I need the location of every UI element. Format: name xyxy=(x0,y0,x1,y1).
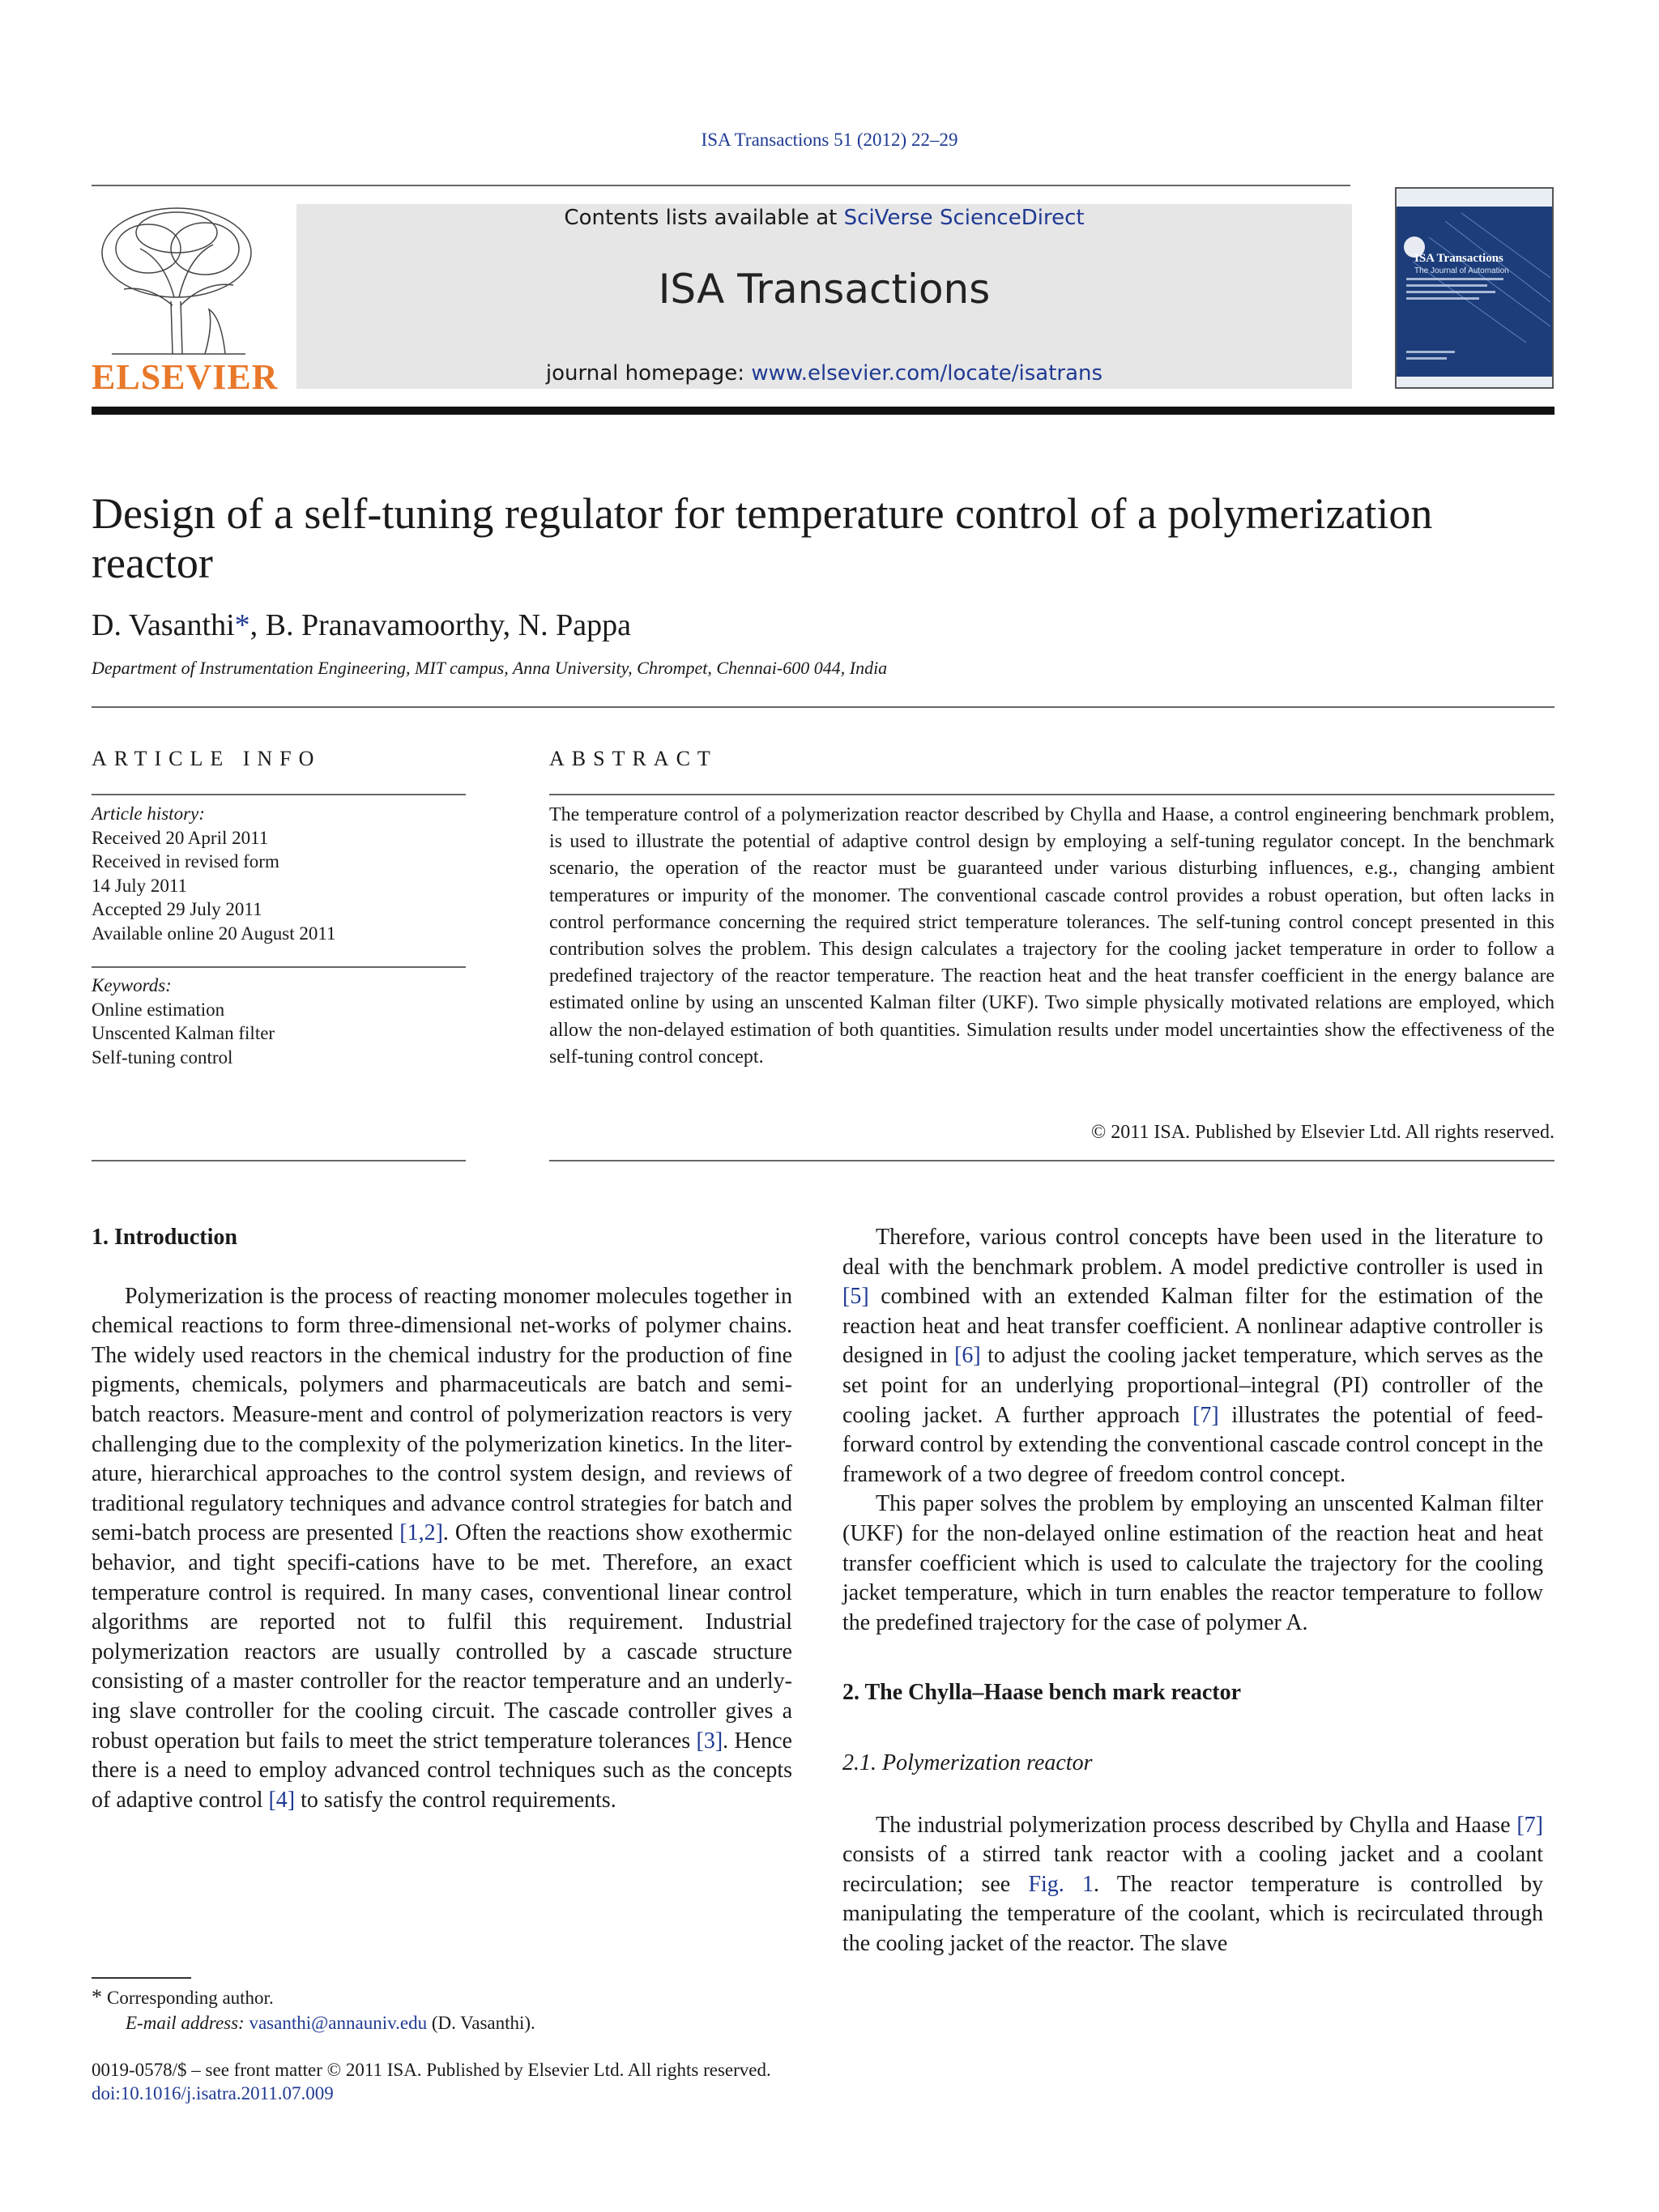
corresponding-author-note: Corresponding author. xyxy=(107,1988,274,2008)
citation-link[interactable]: [7] xyxy=(1192,1402,1219,1428)
homepage-prefix: journal homepage: xyxy=(545,361,752,386)
homepage-line xyxy=(296,361,1352,386)
author-name: B. Pranavamoorthy xyxy=(265,608,503,642)
footnote-rule xyxy=(92,1977,191,1979)
keywords-label: Keywords: xyxy=(92,975,172,995)
journal-title: ISA Transactions xyxy=(658,266,991,313)
email-link[interactable]: vasanthi@annauniv.edu xyxy=(249,2013,428,2033)
citation-link[interactable]: [6] xyxy=(954,1343,981,1369)
citation-link[interactable]: [3] xyxy=(696,1728,723,1754)
article-info-rule xyxy=(92,794,466,795)
header-rule xyxy=(92,185,1350,186)
history-item: Received 20 April 2011 xyxy=(92,827,269,848)
cover-title: ISA Transactions xyxy=(1414,252,1503,265)
history-item: 14 July 2011 xyxy=(92,875,187,896)
corresponding-author-mark[interactable]: * xyxy=(234,608,250,642)
author-affiliation: Department of Instrumentation Engineering, MIT campus, Anna University, Chrompet, Chennai-600 044, India xyxy=(92,658,888,678)
page-footer xyxy=(92,2058,771,2105)
paper-title: Design of a self-tuning regulator for temperature control of a polymerization reactor xyxy=(92,489,1433,587)
citation-link[interactable]: [5] xyxy=(842,1284,869,1310)
article-info-heading: ARTICLE INFO xyxy=(92,747,322,770)
footnote-star: * xyxy=(92,1985,102,2009)
article-history xyxy=(92,802,466,945)
journal-cover-image xyxy=(1395,187,1554,389)
contents-prefix: Contents lists available at xyxy=(564,206,844,230)
cover-subtitle: The Journal of Automation xyxy=(1414,266,1509,275)
journal-reference[interactable]: ISA Transactions 51 (2012) 22–29 xyxy=(701,130,958,150)
abstract-rule xyxy=(549,794,1555,795)
history-item: Available online 20 August 2011 xyxy=(92,923,336,944)
citation-link[interactable]: [1,2] xyxy=(399,1520,443,1546)
body-paragraph: The industrial polymerization process described by Chylla and Haase [7] consists of a stirred tank reactor with a cooling jacket and a coolant recirculation; see Fig. 1. The reactor temperature is controlled by manipulating the temperature of the coolant, which is recirculated through the cooling jacket of the reactor. The slave xyxy=(842,1812,1543,1956)
keywords xyxy=(92,974,466,1069)
doi-link[interactable]: doi:10.1016/j.isatra.2011.07.009 xyxy=(92,2083,334,2103)
footnote xyxy=(92,1984,535,2035)
body-paragraph: Therefore, various control concepts have been used in the literature to deal with the benchmark problem. A model predictive controller is used in [5] combined with an extended Kalman filter for the estimation of the reaction heat and heat transfer coefficient. A nonlinear adaptive controller is designed in [6] to adjust the cooling jacket temperature, which serves as the set point for an underlying proportional–integral (PI) controller of the cooling jacket. A further approach [7] illustrates the potential of feed-forward control by extending the conventional cascade control concept in the framework of a two degree of freedom control concept. xyxy=(842,1225,1544,1487)
body-paragraph: Polymerization is the process of reacting monomer molecules together in chemical reactions to form three-dimensional net-works of polymer chains. The widely used reactors in the chemical industry for the production of fine pigments, chemicals, polymers and pharmaceuticals are batch and semi-batch reactors. Measure-ment and control of polymerization reactors is very challenging due to the complexity of the polymerization kinetics. In the liter-ature, hierarchical approaches to the control system design, and reviews of traditional regulatory techniques and advance control strategies for batch and semi-batch process are presented [1,2]. Often the reactions show exothermic behavior, and tight specifi-cations have to be met. Therefore, an exact temperature control is required. In many cases, conventional linear control algorithms are reported not to fulfil this requirement. Industrial polymerization reactors are usually controlled by a cascade structure consisting of a master controller for the reactor temperature and an underly-ing slave controller for the cooling circuit. The cascade controller gives a robust operation but fails to meet the strict temperature tolerances [3]. Hence there is a need to employ advanced control techniques such as the concepts of adaptive control [4] to satisfy the control requirements. xyxy=(92,1283,792,1813)
sciencedirect-link[interactable]: SciVerse ScienceDirect xyxy=(843,206,1085,230)
abstract-copyright: © 2011 ISA. Published by Elsevier Ltd. All rights reserved. xyxy=(1091,1122,1555,1143)
history-item: Accepted 29 July 2011 xyxy=(92,899,262,919)
email-owner: (D. Vasanthi). xyxy=(427,2013,535,2033)
title-rule xyxy=(92,706,1555,708)
abstract-heading: ABSTRACT xyxy=(549,747,718,770)
keyword-item: Online estimation xyxy=(92,999,225,1020)
keyword-item: Self-tuning control xyxy=(92,1046,233,1068)
body-left-column xyxy=(92,1223,792,1815)
citation-link[interactable]: [4] xyxy=(268,1787,296,1813)
subsection-heading: 2.1. Polymerization reactor xyxy=(842,1750,1093,1775)
history-item: Received in revised form xyxy=(92,851,279,872)
section-heading: 1. Introduction xyxy=(92,1225,237,1250)
email-label: E-mail address: xyxy=(126,2013,249,2033)
author-list: D. Vasanthi*, B. Pranavamoorthy, N. Pappa xyxy=(92,608,631,642)
section-heading: 2. The Chylla–Haase bench mark reactor xyxy=(842,1680,1242,1706)
history-label: Article history: xyxy=(92,803,205,824)
citation-link[interactable]: [7] xyxy=(1516,1812,1543,1838)
homepage-link[interactable]: www.elsevier.com/locate/isatrans xyxy=(751,361,1103,386)
author-name: D. Vasanthi xyxy=(92,608,235,642)
contents-line xyxy=(296,206,1352,230)
abstract-bottom-rule xyxy=(549,1160,1555,1161)
body-paragraph: This paper solves the problem by employing an unscented Kalman filter (UKF) for the non-delayed online estimation of the reaction heat and heat transfer coefficient which is used to calculate the trajectory for the cooling jacket temperature, which in turn enables the reactor temperature to follow the predefined trajectory for the case of polymer A. xyxy=(842,1491,1543,1635)
author-name: N. Pappa xyxy=(518,608,631,642)
keywords-rule xyxy=(92,966,466,968)
header-thick-rule xyxy=(92,407,1555,415)
figure-link[interactable]: Fig. 1 xyxy=(1028,1871,1094,1897)
issn-line: 0019-0578/$ – see front matter © 2011 ISA. Published by Elsevier Ltd. All rights reserved. xyxy=(92,2060,771,2080)
keyword-item: Unscented Kalman filter xyxy=(92,1023,275,1043)
body-right-column xyxy=(842,1223,1543,1958)
abstract-text: The temperature control of a polymerization reactor described by Chylla and Haase, a control engineering benchmark problem, is used to illustrate the potential of adaptive control design by employing a self-tuning regulator concept. In the benchmark scenario, the operation of the reactor must be guaranteed under various disturbing influences, e.g., changing ambient temperatures or impurity of the monomer. The conventional cascade control provides a robust operation, but often lacks in control performance concerning the required strict temperature tolerances. The self-tuning control concept presented in this contribution solves the problem. This design calculates a trajectory for the cooling jacket temperature in order to follow a predefined trajectory of the reactor temperature. The reaction heat and the heat transfer coefficient in the energy balance are estimated online by using an unscented Kalman filter (UKF). Two simple physically motivated relations are employed, which allow the non-delayed estimation of both quantities. Simulation results under model uncertainties show the effectiveness of the self-tuning control concept. xyxy=(549,804,1555,1068)
elsevier-wordmark: ELSEVIER xyxy=(92,357,279,397)
article-info-bottom-rule xyxy=(92,1160,466,1161)
